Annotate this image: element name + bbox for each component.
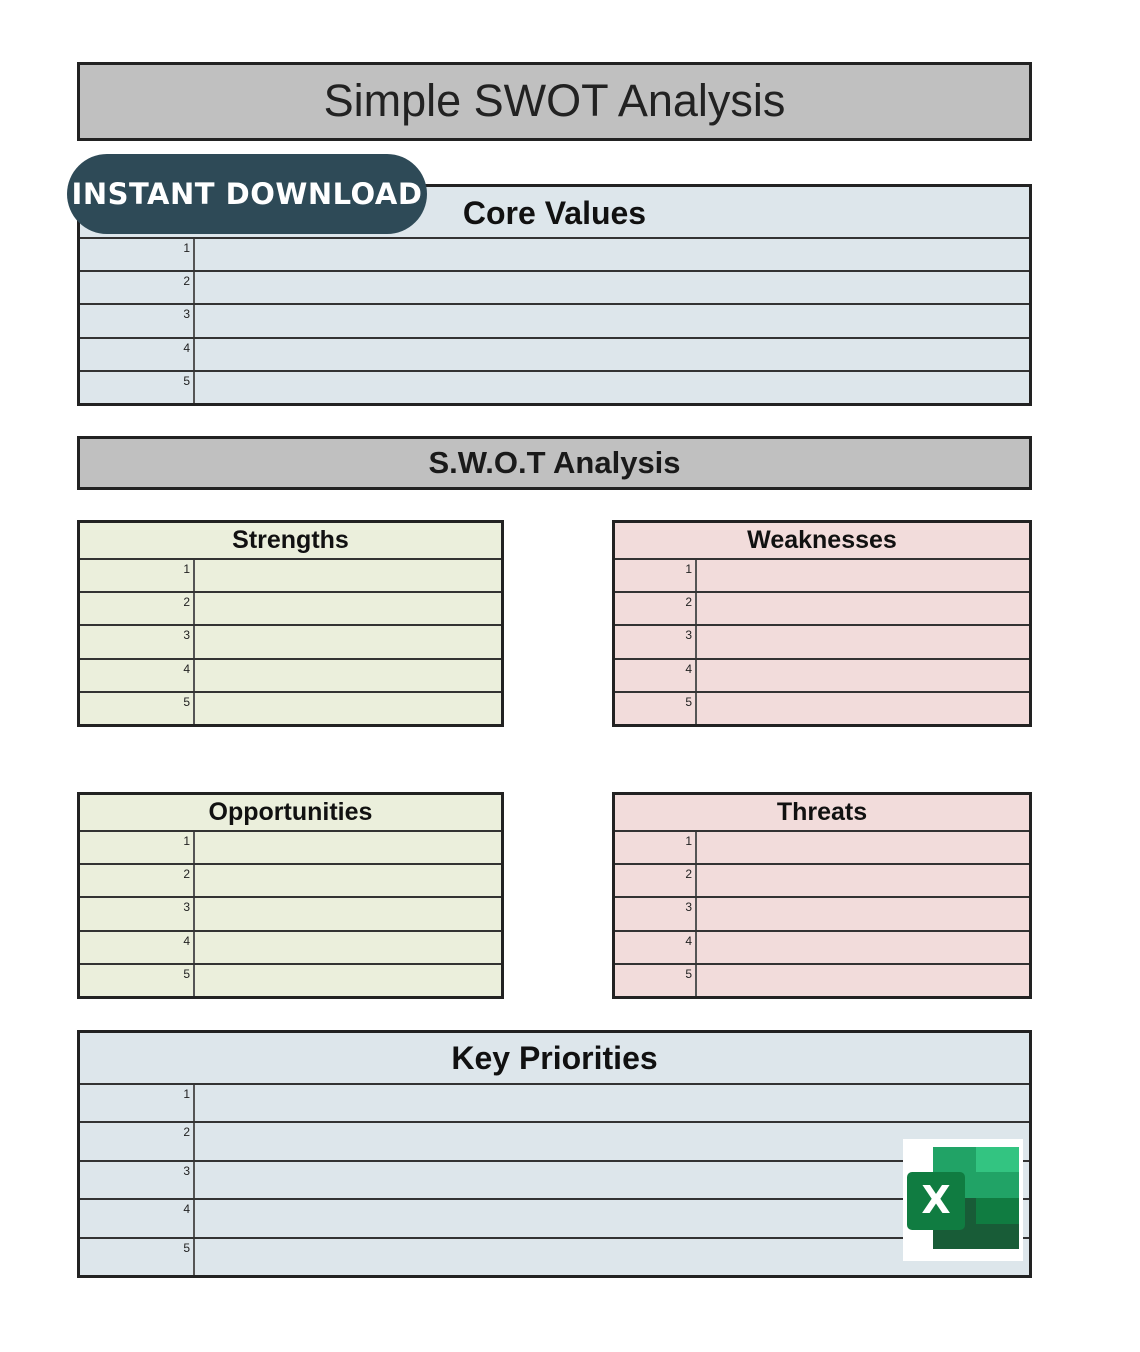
table-row[interactable]: [615, 626, 1029, 659]
row-number: 1: [80, 239, 195, 270]
row-number: 2: [80, 1123, 195, 1159]
weaknesses-table: [612, 520, 1032, 727]
opportunities-heading: Opportunities: [80, 795, 501, 832]
row-number: 1: [80, 560, 195, 591]
table-row[interactable]: [80, 239, 1029, 272]
row-number: 3: [615, 898, 697, 929]
table-row[interactable]: [80, 1085, 1029, 1123]
entry-cell[interactable]: [195, 832, 501, 863]
entry-cell[interactable]: [195, 239, 1029, 270]
table-row[interactable]: [615, 965, 1029, 996]
entry-cell[interactable]: [697, 693, 1029, 724]
row-number: 5: [615, 693, 697, 724]
table-row[interactable]: [80, 272, 1029, 305]
row-number: 4: [615, 660, 697, 691]
entry-cell[interactable]: [195, 1085, 1029, 1121]
row-number: 5: [80, 965, 195, 996]
table-row[interactable]: [80, 865, 501, 898]
row-number: 2: [80, 865, 195, 896]
opportunities-table: [77, 792, 504, 999]
entry-cell[interactable]: [697, 898, 1029, 929]
row-number: 2: [80, 272, 195, 303]
row-number: 4: [615, 932, 697, 963]
table-row[interactable]: [80, 965, 501, 996]
row-number: 1: [80, 1085, 195, 1121]
table-row[interactable]: [80, 593, 501, 626]
entry-cell[interactable]: [195, 965, 501, 996]
table-row[interactable]: [80, 932, 501, 965]
table-row[interactable]: [80, 1200, 1029, 1238]
key-priorities-table: [77, 1030, 1032, 1278]
entry-cell[interactable]: [697, 593, 1029, 624]
table-row[interactable]: [615, 560, 1029, 593]
row-number: 1: [615, 832, 697, 863]
table-row[interactable]: [615, 593, 1029, 626]
table-row[interactable]: [80, 832, 501, 865]
entry-cell[interactable]: [195, 898, 501, 929]
table-row[interactable]: [80, 339, 1029, 372]
page-title: Simple SWOT Analysis: [77, 62, 1032, 141]
entry-cell[interactable]: [195, 660, 501, 691]
core-values-heading: Core Values: [80, 187, 1029, 239]
row-number: 4: [80, 932, 195, 963]
table-row[interactable]: [80, 693, 501, 724]
entry-cell[interactable]: [697, 965, 1029, 996]
row-number: 1: [615, 560, 697, 591]
row-number: 2: [615, 593, 697, 624]
row-number: 3: [80, 898, 195, 929]
entry-cell[interactable]: [697, 832, 1029, 863]
row-number: 3: [80, 626, 195, 657]
row-number: 5: [80, 693, 195, 724]
instant-download-badge: INSTANT DOWNLOAD: [67, 154, 427, 234]
entry-cell[interactable]: [697, 932, 1029, 963]
table-row[interactable]: [80, 1123, 1029, 1161]
entry-cell[interactable]: [697, 865, 1029, 896]
entry-cell[interactable]: [195, 560, 501, 591]
entry-cell[interactable]: [195, 272, 1029, 303]
row-number: 3: [615, 626, 697, 657]
table-row[interactable]: [80, 305, 1029, 338]
row-number: 3: [80, 1162, 195, 1198]
entry-cell[interactable]: [195, 932, 501, 963]
threats-table: [612, 792, 1032, 999]
table-row[interactable]: [80, 1239, 1029, 1275]
table-row[interactable]: [615, 898, 1029, 931]
entry-cell[interactable]: [195, 339, 1029, 370]
row-number: 5: [615, 965, 697, 996]
entry-cell[interactable]: [697, 560, 1029, 591]
table-row[interactable]: [80, 560, 501, 593]
svg-text:X: X: [921, 1178, 951, 1222]
entry-cell[interactable]: [195, 305, 1029, 336]
entry-cell[interactable]: [697, 626, 1029, 657]
row-number: 2: [615, 865, 697, 896]
table-row[interactable]: [615, 932, 1029, 965]
table-row[interactable]: [615, 865, 1029, 898]
table-row[interactable]: [80, 660, 501, 693]
strengths-heading: Strengths: [80, 523, 501, 560]
entry-cell[interactable]: [195, 593, 501, 624]
threats-heading: Threats: [615, 795, 1029, 832]
strengths-table: [77, 520, 504, 727]
row-number: 5: [80, 372, 195, 403]
table-row[interactable]: [615, 660, 1029, 693]
weaknesses-heading: Weaknesses: [615, 523, 1029, 560]
table-row[interactable]: [615, 693, 1029, 724]
key-priorities-heading: Key Priorities: [80, 1033, 1029, 1085]
table-row[interactable]: [615, 832, 1029, 865]
table-row[interactable]: [80, 372, 1029, 403]
row-number: 4: [80, 339, 195, 370]
row-number: 4: [80, 660, 195, 691]
entry-cell[interactable]: [195, 626, 501, 657]
row-number: 3: [80, 305, 195, 336]
entry-cell[interactable]: [195, 372, 1029, 403]
entry-cell[interactable]: [195, 865, 501, 896]
entry-cell[interactable]: [697, 660, 1029, 691]
table-row[interactable]: [80, 898, 501, 931]
entry-cell[interactable]: [195, 693, 501, 724]
excel-icon: [903, 1139, 1023, 1261]
row-number: 2: [80, 593, 195, 624]
swot-analysis-heading: S.W.O.T Analysis: [77, 436, 1032, 490]
row-number: 1: [80, 832, 195, 863]
row-number: 4: [80, 1200, 195, 1236]
table-row[interactable]: [80, 626, 501, 659]
table-row[interactable]: [80, 1162, 1029, 1200]
row-number: 5: [80, 1239, 195, 1275]
